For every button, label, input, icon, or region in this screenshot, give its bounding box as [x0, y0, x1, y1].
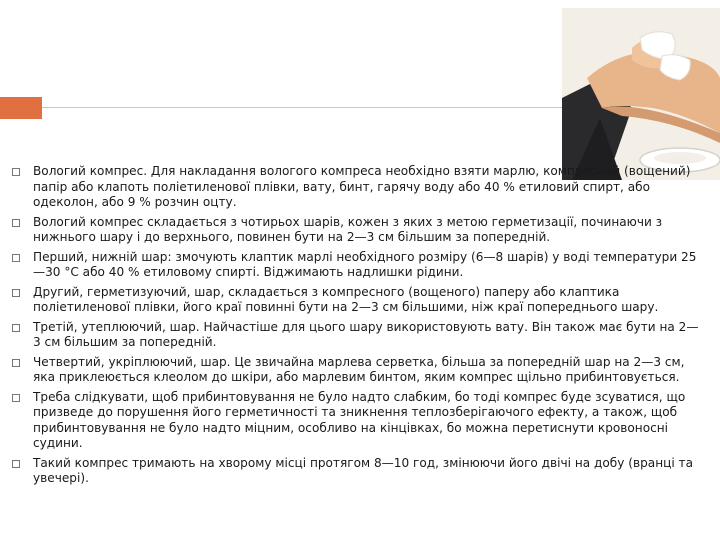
- list-item: [12, 250, 702, 281]
- square-bullet-icon: [12, 460, 20, 468]
- list-item: [12, 164, 702, 211]
- list-item: [12, 355, 702, 386]
- square-bullet-icon: [12, 289, 20, 297]
- list-item-text: Перший, нижній шар: змочують клаптик марлі необхідного розміру (6—8 шарів) у воді температури 25—30 °С або 40 % етиловому спирті. Віджимають надлишки рідини.: [33, 249, 697, 279]
- list-item-text: Вологий компрес складається з чотирьох шарів, кожен з яких з метою герметизації, починаючи з нижнього шару і до верхнього, повинен бути на 2—3 см більшим за попередній.: [33, 214, 663, 244]
- list-item-text: Вологий компрес. Для накладання вологого компреса необхідно взяти марлю, компресний (вощений) папір або клапоть поліетиленової плівки, вату, бинт, гарячу воду або 40 % етиловий спирт, або одеколон, або 9 % розчин оцту.: [33, 164, 691, 209]
- square-bullet-icon: [12, 168, 20, 176]
- list-item: [12, 456, 702, 487]
- list-item: [12, 215, 702, 246]
- list-item-text: Такий компрес тримають на хворому місці протягом 8—10 год, змінюючи його двічі на добу (вранці та увечері).: [33, 455, 693, 485]
- square-bullet-icon: [12, 394, 20, 402]
- square-bullet-icon: [12, 324, 20, 332]
- list-item-text: Треба слідкувати, щоб прибинтовування не було надто слабким, бо тоді компрес буде зсуватися, що призведе до порушення його герметичності та зникнення теплозберігаючого ефекту, а також, щоб прибинтовування не було надто міцним, особливо на кінцівках, бо можна перетиснути кровоносні судини.: [33, 389, 686, 450]
- list-item-text: Третій, утеплюючий, шар. Найчастіше для цього шару використовують вату. Він також має бути на 2—3 см більшим за попередній.: [33, 319, 699, 349]
- accent-bar: [0, 97, 42, 119]
- compress-photo: [562, 8, 720, 180]
- list-item-text: Другий, герметизуючий, шар, складається з компресного (вощеного) паперу або клаптика поліетиленової плівки, його краї повинні бути на 2—3 см більшими, ніж краї попереднього шару.: [33, 284, 659, 314]
- list-item: [12, 390, 702, 452]
- divider-line: [42, 107, 562, 108]
- bullet-list: [12, 164, 702, 491]
- square-bullet-icon: [12, 359, 20, 367]
- list-item: [12, 285, 702, 316]
- list-item: [12, 320, 702, 351]
- square-bullet-icon: [12, 254, 20, 262]
- list-item-text: Четвертий, укріплюючий, шар. Це звичайна марлева серветка, більша за попередній шар на 2—3 см, яка приклеюється клеолом до шкіри, або марлевим бинтом, яким компрес щільно прибинтовується.: [33, 354, 685, 384]
- square-bullet-icon: [12, 219, 20, 227]
